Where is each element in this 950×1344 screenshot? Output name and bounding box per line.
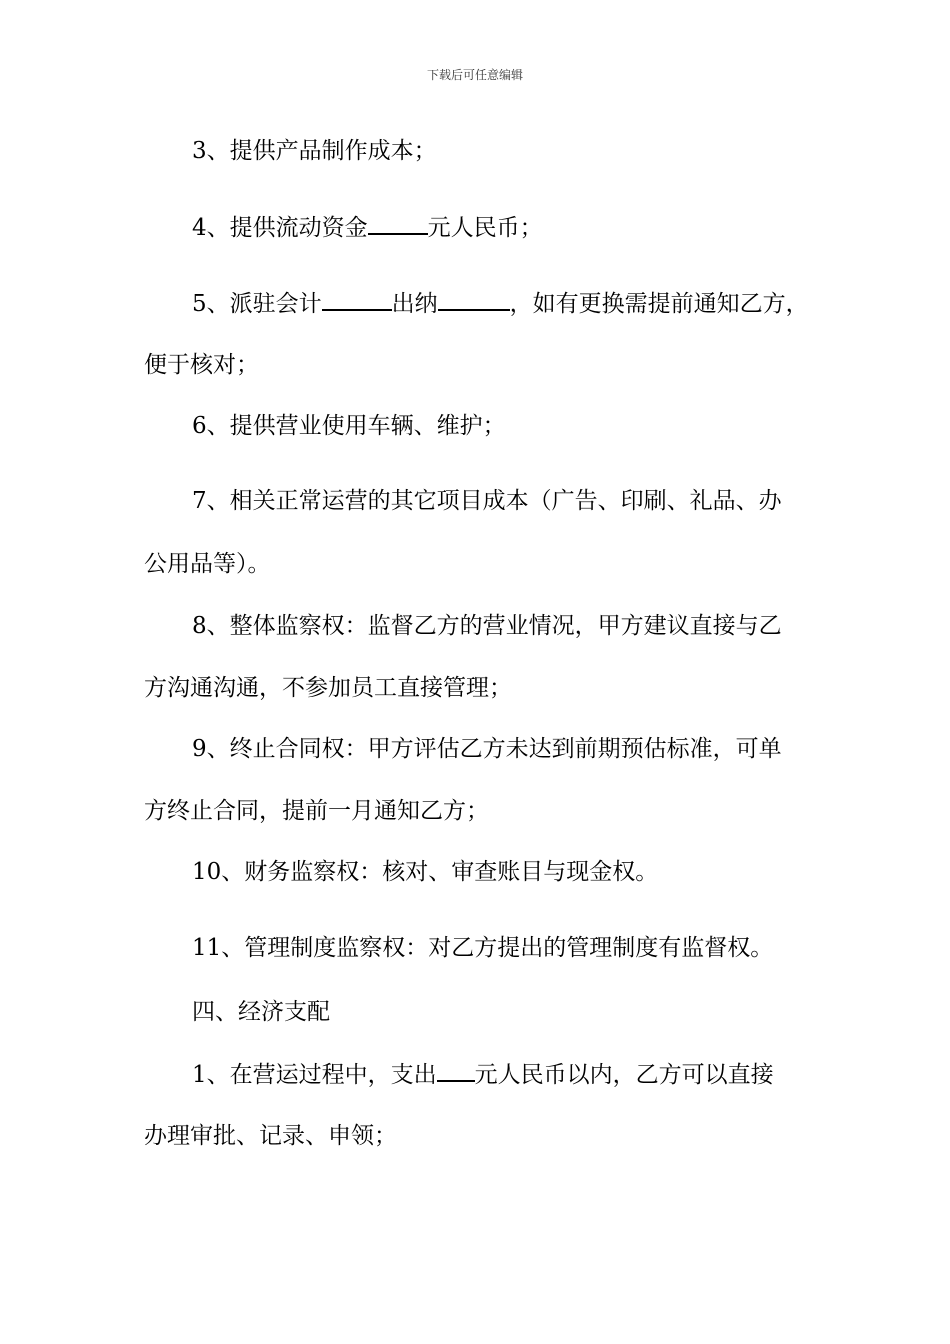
item-5-text-c: ，如有更换需提前通知乙方， (509, 291, 809, 317)
item-5-text-cont: 便于核对； (144, 352, 259, 378)
item-3-text: 3、提供产品制作成本； (192, 138, 437, 164)
fill-blank-funds (368, 211, 428, 235)
item-10-text: 10、财务监察权：核对、审查账目与现金权。 (192, 859, 659, 885)
text-line-item-11 (192, 933, 773, 963)
item-8-text: 8、整体监察权：监督乙方的营业情况，甲方建议直接与乙 (192, 613, 782, 639)
s4-item-1-text-cont: 办理审批、记录、申领； (144, 1123, 397, 1149)
s4-item-1-text-a: 1、在营运过程中，支出 (192, 1062, 437, 1088)
section-heading-4 (192, 997, 330, 1027)
text-line-item-9-cont (144, 796, 489, 826)
item-11-text: 11、管理制度监察权：对乙方提出的管理制度有监督权。 (192, 935, 774, 961)
item-8-text-cont: 方沟通沟通，不参加员工直接管理； (144, 675, 512, 701)
text-line-section-4-item-1 (192, 1058, 774, 1090)
page-header: 下载后可任意编辑 (426, 68, 523, 82)
text-line-item-7-cont (144, 549, 271, 579)
item-5-text-b: 出纳 (391, 291, 438, 317)
text-line-item-8 (192, 611, 782, 641)
item-9-text: 9、终止合同权：甲方评估乙方未达到前期预估标准，可单 (192, 736, 782, 762)
fill-blank-cashier (438, 287, 510, 311)
text-line-section-4-item-1-cont (144, 1121, 397, 1151)
text-line-item-5-cont (144, 350, 259, 380)
text-line-item-5 (192, 287, 809, 319)
text-line-item-3 (192, 136, 437, 166)
item-4-text-a: 4、提供流动资金 (192, 215, 368, 241)
fill-blank-expense (437, 1058, 475, 1082)
item-6-text: 6、提供营业使用车辆、维护； (192, 413, 506, 439)
s4-item-1-text-b: 元人民币以内，乙方可以直接 (474, 1062, 774, 1088)
text-line-item-10 (192, 857, 658, 887)
item-5-text-a: 5、派驻会计 (192, 291, 322, 317)
item-9-text-cont: 方终止合同，提前一月通知乙方； (144, 798, 489, 824)
text-line-item-8-cont (144, 673, 512, 703)
text-line-item-9 (192, 734, 782, 764)
item-7-text-cont: 公用品等）。 (144, 551, 271, 577)
item-4-text-b: 元人民币； (427, 215, 543, 241)
fill-blank-accountant (322, 287, 392, 311)
text-line-item-7 (192, 486, 782, 516)
text-line-item-4 (192, 211, 543, 243)
text-line-item-6 (192, 411, 506, 441)
item-7-text: 7、相关正常运营的其它项目成本（广告、印刷、礼品、办 (192, 488, 782, 514)
section-4-text: 四、经济支配 (192, 999, 330, 1025)
